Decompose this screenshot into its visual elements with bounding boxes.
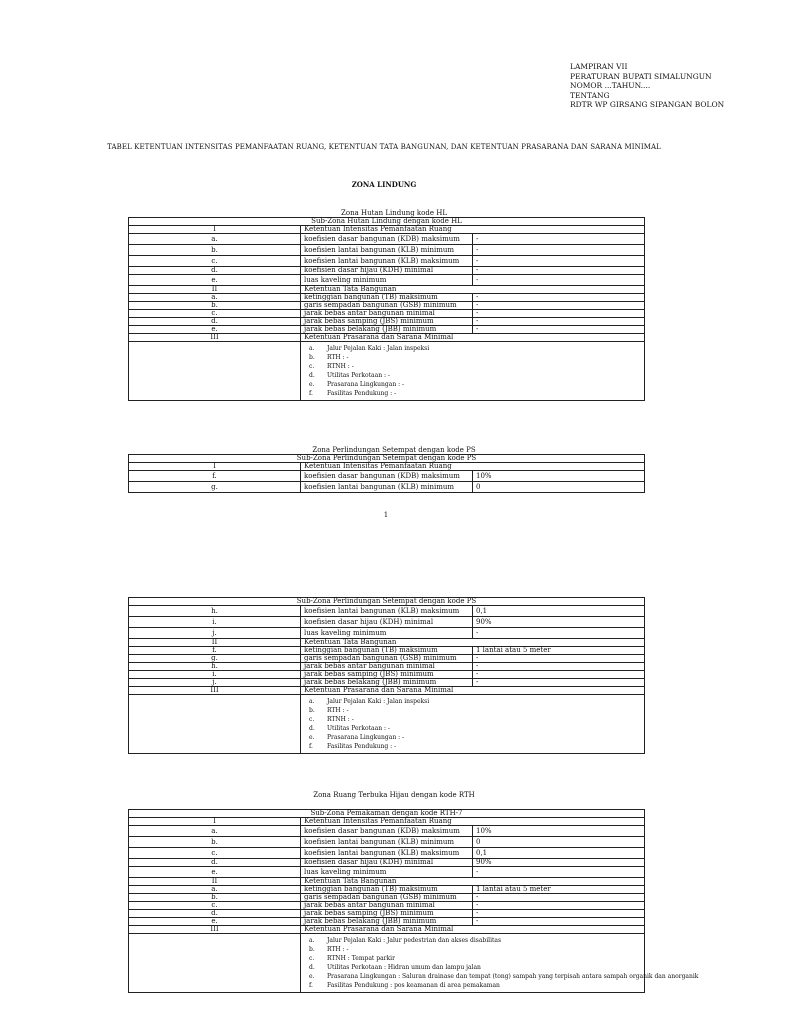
- section-label: Ketentuan Tata Bangunan: [301, 286, 645, 294]
- list-letter: d.: [309, 964, 315, 971]
- list-text: Jalur Pejalan Kaki : Jalur pedestrian dan akses disabilitas: [327, 937, 502, 944]
- section-label: Ketentuan Tata Bangunan: [301, 878, 645, 886]
- row-number: a.: [129, 234, 301, 245]
- table-caption-hl: Zona Hutan Lindung kode HL: [341, 209, 447, 217]
- lampiran-header: [570, 62, 724, 110]
- table-row: [129, 867, 645, 878]
- row-label: ketinggian bangunan (TB) maksimum: [301, 294, 473, 302]
- row-value: 10%: [473, 826, 645, 837]
- row-label: jarak bebas samping (JBS) minimum: [301, 910, 473, 918]
- list-letter: a.: [309, 698, 315, 705]
- row-number: e.: [129, 275, 301, 286]
- row-value: -: [473, 918, 645, 926]
- row-number: III: [129, 687, 301, 695]
- list-item: [309, 353, 638, 362]
- table-header: Sub-Zona Perlindungan Setempat dengan kode PS: [129, 455, 645, 463]
- table-row: [129, 848, 645, 859]
- table-row: [129, 926, 645, 934]
- list-text: Fasilitas Pendukung : -: [327, 390, 397, 397]
- row-value: 0,1: [473, 848, 645, 859]
- row-number: I: [129, 226, 301, 234]
- table-perlindungan-setempat-continued: [128, 597, 645, 754]
- list-item: [309, 972, 699, 981]
- list-item: [309, 945, 638, 954]
- list-item: [309, 963, 638, 972]
- list-number-cell: [129, 695, 301, 754]
- row-number: c.: [129, 256, 301, 267]
- row-label: koefisien dasar bangunan (KDB) maksimum: [301, 234, 473, 245]
- lampiran-line: NOMOR ...TAHUN....: [570, 81, 651, 91]
- table-row: [129, 463, 645, 471]
- row-value: -: [473, 310, 645, 318]
- row-label: koefisien dasar hijau (KDH) minimal: [301, 267, 473, 275]
- list-text: Fasilitas Pendukung : -: [327, 743, 397, 750]
- row-value: 0,1: [473, 606, 645, 617]
- table-row: [129, 267, 645, 275]
- row-value: -: [473, 294, 645, 302]
- table-list-row: [129, 695, 645, 754]
- list-item: [309, 344, 638, 353]
- list-text: Utilitas Perkotaan : -: [327, 372, 390, 379]
- row-number: i.: [129, 617, 301, 628]
- list-text: RTNH : -: [327, 716, 354, 723]
- table-hutan-lindung: [128, 217, 645, 401]
- row-value: -: [473, 302, 645, 310]
- row-value: -: [473, 671, 645, 679]
- row-number: e.: [129, 867, 301, 878]
- table-header: Sub-Zona Hutan Lindung dengan kode HL: [129, 218, 645, 226]
- list-letter: f.: [309, 743, 313, 750]
- lampiran-line: TENTANG: [570, 90, 610, 100]
- table-row: [129, 617, 645, 628]
- row-value: -: [473, 234, 645, 245]
- zona-title: ZONA LINDUNG: [351, 180, 417, 189]
- list-text: Prasarana Lingkungan : -: [327, 734, 405, 741]
- list-letter: b.: [309, 707, 315, 714]
- row-number: b.: [129, 302, 301, 310]
- row-value: -: [473, 867, 645, 878]
- row-value: -: [473, 628, 645, 639]
- table-row: [129, 275, 645, 286]
- row-number: I: [129, 818, 301, 826]
- list-text: RTH : -: [327, 946, 349, 953]
- row-number: a.: [129, 886, 301, 894]
- row-label: jarak bebas samping (JBS) minimum: [301, 318, 473, 326]
- list-letter: b.: [309, 946, 315, 953]
- list-number-cell: [129, 934, 301, 993]
- row-number: g.: [129, 655, 301, 663]
- row-label: luas kaveling minimum: [301, 275, 473, 286]
- row-number: g.: [129, 482, 301, 493]
- list-item: [309, 742, 638, 751]
- table-perlindungan-setempat: [128, 454, 645, 493]
- row-number: a.: [129, 826, 301, 837]
- section-label: Ketentuan Intensitas Pemanfaatan Ruang: [301, 818, 645, 826]
- row-value: -: [473, 655, 645, 663]
- table-ruang-terbuka-hijau: [128, 809, 699, 993]
- row-label: koefisien dasar bangunan (KDB) maksimum: [301, 471, 473, 482]
- list-item: [309, 706, 638, 715]
- row-value: 0: [473, 482, 645, 493]
- row-label: garis sempadan bangunan (GSB) minimum: [301, 302, 473, 310]
- table-header-row: [129, 598, 645, 606]
- row-value: 90%: [473, 617, 645, 628]
- table-caption-ps: Zona Perlindungan Setempat dengan kode PS: [312, 446, 476, 454]
- row-number: d.: [129, 267, 301, 275]
- list-letter: c.: [309, 716, 315, 723]
- row-number: II: [129, 286, 301, 294]
- prasarana-list: [301, 342, 645, 401]
- list-letter: d.: [309, 372, 315, 379]
- section-label: Ketentuan Intensitas Pemanfaatan Ruang: [301, 226, 645, 234]
- row-number: c.: [129, 902, 301, 910]
- list-text: Prasarana Lingkungan : Saluran drainase dan tempat (tong) sampah yang terpisah antara sampah organik dan anorganik: [327, 973, 699, 980]
- section-label: Ketentuan Prasarana dan Sarana Minimal: [301, 334, 645, 342]
- row-number: h.: [129, 663, 301, 671]
- row-number: b.: [129, 894, 301, 902]
- row-label: jarak bebas antar bangunan minimal: [301, 663, 473, 671]
- row-label: jarak bebas samping (JBS) minimum: [301, 671, 473, 679]
- list-letter: a.: [309, 345, 315, 352]
- list-item: [309, 936, 638, 945]
- row-label: garis sempadan bangunan (GSB) minimum: [301, 894, 473, 902]
- row-number: III: [129, 334, 301, 342]
- row-label: koefisien dasar hijau (KDH) minimal: [301, 859, 473, 867]
- row-label: garis sempadan bangunan (GSB) minimum: [301, 655, 473, 663]
- row-label: koefisien dasar hijau (KDH) minimal: [301, 617, 473, 628]
- row-number: d.: [129, 859, 301, 867]
- table-row: [129, 471, 645, 482]
- row-number: c.: [129, 310, 301, 318]
- row-label: jarak bebas antar bangunan minimal: [301, 902, 473, 910]
- list-text: Jalur Pejalan Kaki : Jalan inspeksi: [327, 698, 430, 705]
- list-letter: c.: [309, 955, 315, 962]
- lampiran-line: PERATURAN BUPATI SIMALUNGUN: [570, 71, 712, 81]
- list-letter: f.: [309, 982, 313, 989]
- row-label: ketinggian bangunan (TB) maksimum: [301, 886, 473, 894]
- list-text: Utilitas Perkotaan : Hidran umum dan lampu jalan: [327, 964, 481, 971]
- prasarana-list: [301, 695, 645, 754]
- row-label: koefisien dasar bangunan (KDB) maksimum: [301, 826, 473, 837]
- list-item: [309, 380, 638, 389]
- row-value: -: [473, 679, 645, 687]
- row-label: koefisien lantai bangunan (KLB) minimum: [301, 245, 473, 256]
- list-item: [309, 697, 638, 706]
- row-label: koefisien lantai bangunan (KLB) maksimum: [301, 256, 473, 267]
- row-number: II: [129, 639, 301, 647]
- list-text: RTNH : Tempat parkir: [327, 955, 395, 962]
- section-label: Ketentuan Prasarana dan Sarana Minimal: [301, 687, 645, 695]
- row-number: j.: [129, 679, 301, 687]
- row-number: II: [129, 878, 301, 886]
- list-text: Jalur Pejalan Kaki : Jalan inspeksi: [327, 345, 430, 352]
- table-row: [129, 826, 645, 837]
- list-item: [309, 981, 638, 990]
- row-number: i.: [129, 671, 301, 679]
- list-item: [309, 362, 638, 371]
- row-label: koefisien lantai bangunan (KLB) maksimum: [301, 848, 473, 859]
- list-letter: e.: [309, 973, 315, 980]
- row-number: b.: [129, 245, 301, 256]
- row-value: 90%: [473, 859, 645, 867]
- table-header: Sub-Zona Perlindungan Setempat dengan kode PS: [129, 598, 645, 606]
- list-letter: b.: [309, 354, 315, 361]
- table-row: [129, 256, 645, 267]
- table-list-row: [129, 342, 645, 401]
- row-number: e.: [129, 326, 301, 334]
- section-label: Ketentuan Prasarana dan Sarana Minimal: [301, 926, 645, 934]
- row-number: f.: [129, 647, 301, 655]
- row-value: -: [473, 267, 645, 275]
- row-number: b.: [129, 837, 301, 848]
- row-value: -: [473, 245, 645, 256]
- row-label: ketinggian bangunan (TB) maksimum: [301, 647, 473, 655]
- row-value: -: [473, 902, 645, 910]
- lampiran-line: RDTR WP GIRSANG SIPANGAN BOLON: [570, 100, 725, 110]
- table-list-row: [129, 934, 645, 993]
- row-label: koefisien lantai bangunan (KLB) maksimum: [301, 606, 473, 617]
- document-title: TABEL KETENTUAN INTENSITAS PEMANFAATAN RUANG, KETENTUAN TATA BANGUNAN, DAN KETENTUAN PRASARANA DAN SARANA MINIMAL: [107, 143, 661, 151]
- list-text: Fasilitas Pendukung : pos keamanan di area pemakaman: [327, 982, 500, 989]
- list-item: [309, 724, 638, 733]
- table-row: [129, 245, 645, 256]
- row-number: a.: [129, 294, 301, 302]
- row-value: -: [473, 326, 645, 334]
- row-label: koefisien lantai bangunan (KLB) minimum: [301, 482, 473, 493]
- table-row: [129, 606, 645, 617]
- table-row: [129, 482, 645, 493]
- table-row: [129, 859, 645, 867]
- row-number: I: [129, 463, 301, 471]
- list-number-cell: [129, 342, 301, 401]
- table-row: [129, 334, 645, 342]
- list-text: RTH : -: [327, 707, 349, 714]
- list-item: [309, 733, 638, 742]
- row-value: 1 lantai atau 5 meter: [473, 886, 645, 894]
- row-value: 1 lantai atau 5 meter: [473, 647, 645, 655]
- lampiran-line: LAMPIRAN VII: [570, 62, 628, 71]
- list-letter: e.: [309, 734, 315, 741]
- table-row: [129, 818, 645, 826]
- page-number: 1: [383, 511, 389, 519]
- list-item: [309, 371, 638, 380]
- row-label: jarak bebas belakang (JBB) minimum: [301, 679, 473, 687]
- table-header: Sub-Zona Pemakaman dengan kode RTH-7: [129, 810, 645, 818]
- row-value: -: [473, 275, 645, 286]
- table-row: [129, 687, 645, 695]
- list-text: RTNH : -: [327, 363, 354, 370]
- row-number: c.: [129, 848, 301, 859]
- list-letter: d.: [309, 725, 315, 732]
- list-letter: e.: [309, 381, 315, 388]
- row-label: jarak bebas belakang (JBB) minimum: [301, 326, 473, 334]
- row-value: -: [473, 910, 645, 918]
- row-value: 10%: [473, 471, 645, 482]
- list-letter: c.: [309, 363, 315, 370]
- table-caption-rth: Zona Ruang Terbuka Hijau dengan kode RTH: [313, 791, 475, 799]
- row-number: h.: [129, 606, 301, 617]
- list-letter: a.: [309, 937, 315, 944]
- row-label: koefisien lantai bangunan (KLB) minimum: [301, 837, 473, 848]
- row-label: luas kaveling minimum: [301, 867, 473, 878]
- row-value: 0: [473, 837, 645, 848]
- row-value: -: [473, 256, 645, 267]
- section-label: Ketentuan Intensitas Pemanfaatan Ruang: [301, 463, 645, 471]
- row-value: -: [473, 663, 645, 671]
- table-row: [129, 234, 645, 245]
- list-text: RTH : -: [327, 354, 349, 361]
- list-text: Prasarana Lingkungan : -: [327, 381, 405, 388]
- list-item: [309, 715, 638, 724]
- list-item: [309, 954, 638, 963]
- table-row: [129, 837, 645, 848]
- row-value: -: [473, 894, 645, 902]
- row-value: -: [473, 318, 645, 326]
- list-text: Utilitas Perkotaan : -: [327, 725, 390, 732]
- section-label: Ketentuan Tata Bangunan: [301, 639, 645, 647]
- row-number: d.: [129, 318, 301, 326]
- list-letter: f.: [309, 390, 313, 397]
- prasarana-list: [301, 934, 699, 993]
- row-number: e.: [129, 918, 301, 926]
- row-label: jarak bebas belakang (JBB) minimum: [301, 918, 473, 926]
- row-number: III: [129, 926, 301, 934]
- list-item: [309, 389, 638, 398]
- row-number: f.: [129, 471, 301, 482]
- row-number: d.: [129, 910, 301, 918]
- row-label: luas kaveling minimum: [301, 628, 473, 639]
- table-row: [129, 226, 645, 234]
- row-label: jarak bebas antar bangunan minimal: [301, 310, 473, 318]
- row-number: j.: [129, 628, 301, 639]
- table-row: [129, 628, 645, 639]
